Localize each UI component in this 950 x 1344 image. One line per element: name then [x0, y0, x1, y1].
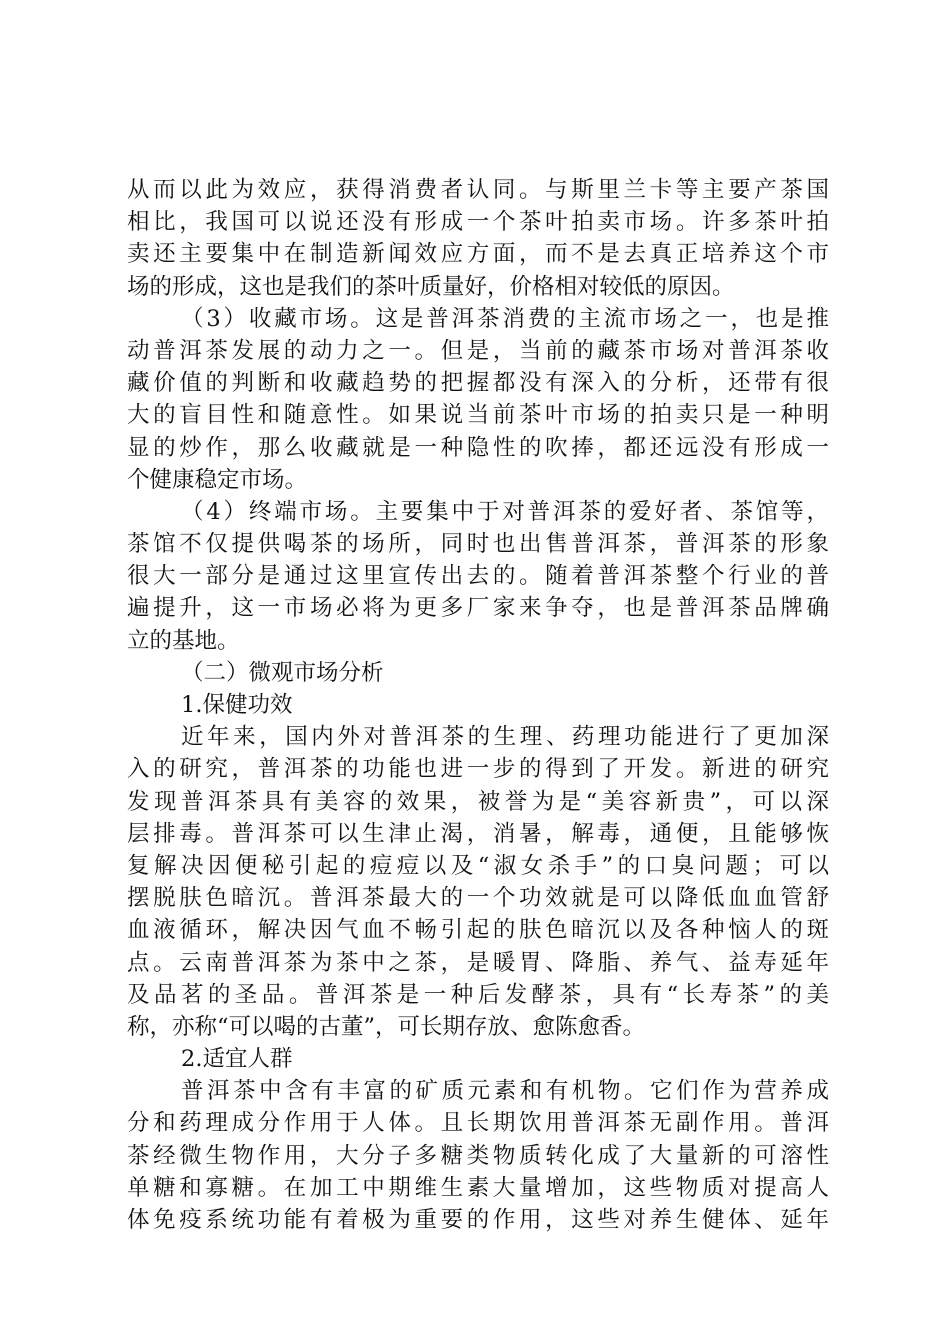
- text-line: 入的研究，普洱茶的功能也进一步的得到了开发。新进的研究: [127, 756, 829, 783]
- text-line: 体免疫系统功能有着极为重要的作用，这些对养生健体、延年: [127, 1207, 829, 1233]
- text-line: 立的基地。: [127, 627, 240, 654]
- text-line: 血液循环，解决因气血不畅引起的肤色暗沉以及各种恼人的斑: [127, 917, 829, 944]
- text-line: 很大一部分是通过这里宣传出去的。随着普洱茶整个行业的普: [127, 563, 829, 590]
- text-line: 遍提升，这一市场必将为更多厂家来争夺，也是普洱茶品牌确: [127, 595, 829, 622]
- text-line: （二）微观市场分析: [181, 659, 384, 686]
- text-line: 1.保健功效: [181, 692, 293, 718]
- text-line: （3）收藏市场。这是普洱茶消费的主流市场之一，也是推: [181, 305, 829, 332]
- text-line: 藏价值的判断和收藏趋势的把握都没有深入的分析，还带有很: [127, 370, 829, 397]
- text-line: 点。云南普洱茶为茶中之茶，是暖胃、降脂、养气、益寿延年: [127, 949, 829, 976]
- text-line: 大的盲目性和随意性。如果说当前茶叶市场的拍卖只是一种明: [127, 402, 829, 429]
- text-line: 动普洱茶发展的动力之一。但是，当前的藏茶市场对普洱茶收: [127, 337, 829, 364]
- text-line: 场的形成，这也是我们的茶叶质量好，价格相对较低的原因。: [127, 273, 735, 300]
- text-line: 普洱茶中含有丰富的矿质元素和有机物。它们作为营养成: [181, 1078, 829, 1105]
- text-line: 2.适宜人群: [181, 1046, 293, 1073]
- text-line: 分和药理成分作用于人体。且长期饮用普洱茶无副作用。普洱: [127, 1110, 829, 1137]
- text-line: 发现普洱茶具有美容的效果，被誉为是“美容新贵”，可以深: [127, 788, 829, 815]
- text-line: 近年来，国内外对普洱茶的生理、药理功能进行了更加深: [181, 724, 829, 751]
- text-line: 称，亦称“可以喝的古董”，可长期存放、愈陈愈香。: [127, 1013, 646, 1040]
- text-line: 茶馆不仅提供喝茶的场所，同时也出售普洱茶，普洱茶的形象: [127, 531, 829, 558]
- text-line: 卖还主要集中在制造新闻效应方面，而不是去真正培养这个市: [127, 241, 829, 268]
- text-line: 复解决因便秘引起的痘痘以及“淑女杀手”的口臭问题；可以: [127, 852, 829, 879]
- text-line: 单糖和寡糖。在加工中期维生素大量增加，这些物质对提高人: [127, 1174, 829, 1201]
- text-line: 层排毒。普洱茶可以生津止渴，消暑，解毒，通便，且能够恢: [127, 820, 829, 847]
- text-line: 茶经微生物作用，大分子多糖类物质转化成了大量新的可溶性: [127, 1142, 829, 1169]
- text-line: 相比，我国可以说还没有形成一个茶叶拍卖市场。许多茶叶拍: [127, 209, 829, 236]
- text-line: 摆脱肤色暗沉。普洱茶最大的一个功效就是可以降低血血管舒: [127, 885, 829, 912]
- text-line: （4）终端市场。主要集中于对普洱茶的爱好者、茶馆等，: [181, 498, 829, 525]
- text-line: 及品茗的圣品。普洱茶是一种后发酵茶，具有“长寿茶”的美: [127, 981, 829, 1008]
- text-line: 显的炒作，那么收藏就是一种隐性的吹捧，都还远没有形成一: [127, 434, 829, 461]
- document-body: [127, 174, 829, 1236]
- text-line: 从而以此为效应，获得消费者认同。与斯里兰卡等主要产茶国: [127, 177, 829, 203]
- text-line: 个健康稳定市场。: [127, 466, 308, 493]
